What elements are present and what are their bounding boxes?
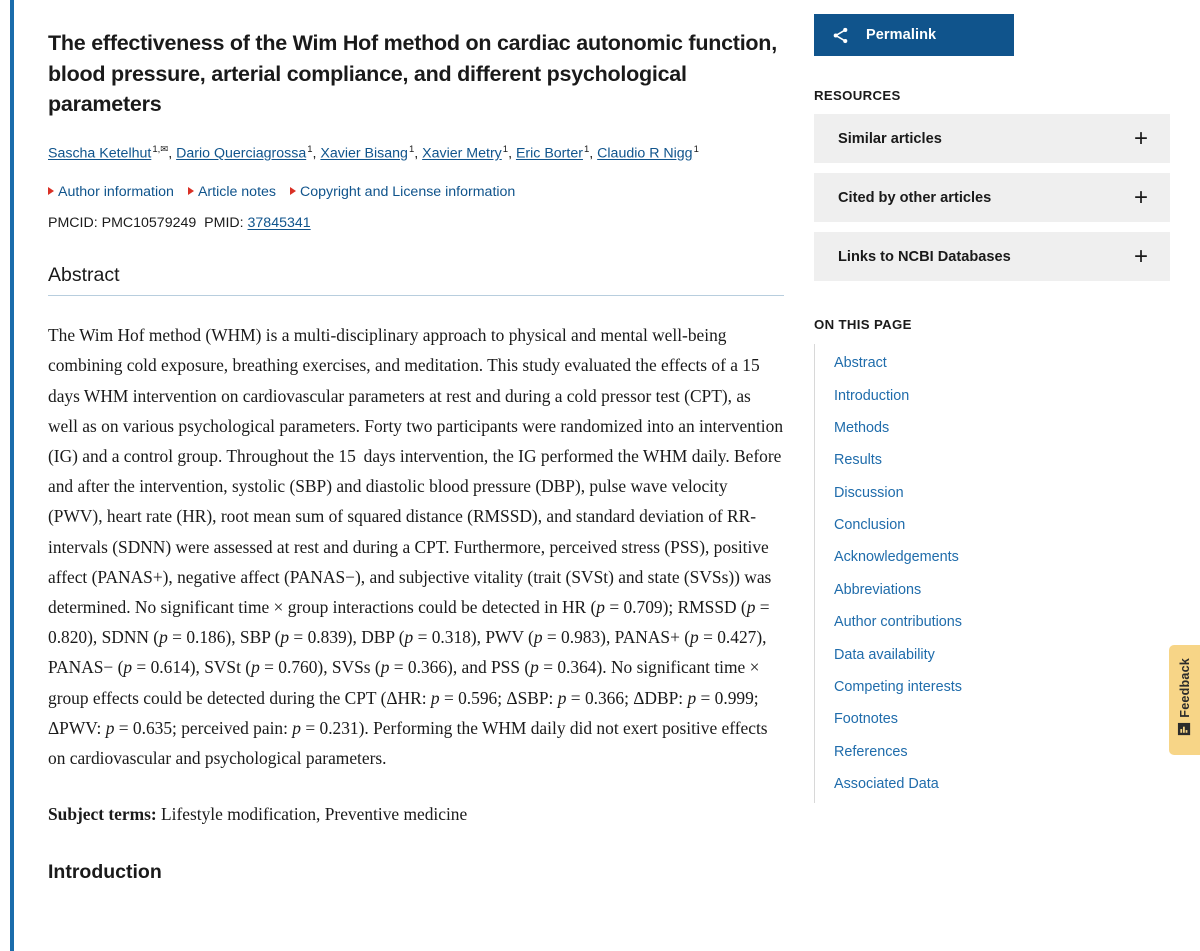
plus-icon[interactable]: +	[1133, 242, 1148, 270]
resource-label: Similar articles	[838, 130, 942, 147]
abstract-heading: Abstract	[48, 262, 784, 296]
author-affiliation-5: 1	[693, 143, 699, 155]
abstract-part-9: = 0.614), SVSt (	[132, 657, 252, 678]
nav-item-methods[interactable]: Methods	[834, 419, 890, 436]
author-link-5[interactable]: Claudio R Nigg	[597, 145, 693, 162]
nav-item-abstract[interactable]: Abstract	[834, 355, 887, 372]
nav-item-competing-interests[interactable]: Competing interests	[834, 678, 962, 695]
abstract-part-12: = 0.364). No significant time × group effects could be detected during the CPT (ΔHR:	[48, 657, 760, 708]
p-symbol-panas-pos: p	[690, 627, 699, 648]
author-sep-3: ,	[508, 145, 516, 162]
p-symbol-svss: p	[380, 657, 390, 678]
resource-row-links-to-ncbi-databases[interactable]	[814, 232, 1170, 281]
triangle-bullet-icon	[290, 187, 296, 195]
left-accent-rail	[10, 0, 14, 951]
author-affiliation-2: 1	[408, 143, 415, 155]
p-symbol-pss: p	[530, 657, 539, 678]
sidebar	[814, 0, 1170, 803]
plus-icon[interactable]: +	[1133, 124, 1148, 152]
article-notes-link[interactable]: Article notes	[197, 184, 277, 201]
abstract-part-16: = 0.635; perceived pain:	[114, 717, 293, 738]
abstract-part-17: = 0.231). Performing the WHM daily did not exert positive effects on cardiovascular and psychological parameters.	[48, 717, 768, 769]
p-symbol-svst: p	[251, 657, 260, 678]
on-this-page-heading: ON THIS PAGE	[814, 317, 912, 332]
resource-row-similar-articles[interactable]	[814, 114, 1170, 163]
subject-terms-label: Subject terms:	[48, 804, 157, 825]
resources-heading: RESOURCES	[814, 88, 901, 103]
author-sep-2: ,	[414, 145, 423, 162]
abstract-part-7: = 0.983), PANAS+ (	[542, 627, 691, 648]
pmid-value-link[interactable]: 37845341	[247, 215, 311, 232]
nav-item-associated-data[interactable]: Associated Data	[834, 776, 939, 793]
abstract-part-15: = 0.999; ΔPWV:	[48, 687, 759, 738]
abstract-part-10: = 0.760), SVSs (	[259, 657, 381, 678]
abstract-part-1: The Wim Hof method (WHM) is a multi-disciplinary approach to physical and mental well-being combining cold exposure, breathing exercises, and meditation. This study evaluated the effects of a 15 days WHM intervention on cardiovascular parameters at rest and during a cold pressor test (CPT), as well as on various psychological parameters. Forty two participants were randomized into an intervention (IG) and a control group. Throughout the 15 days intervention, the IG performed the WHM daily. Before and after the intervention, systolic (SBP) and diastolic blood pressure (DBP), pulse wave velocity (PWV), heart rate (HR), root mean sum of squared distance (RMSSD), and standard deviation of RR-intervals (SDNN) were assessed at rest and during a CPT. Furthermore, perceived stress (PSS), positive affect (PANAS+), negative affect (PANAS−), and subjective vitality (trait (SVSt) and state (SVSs)) was determined. No significant time × group interactions could be detected in HR (	[48, 325, 784, 618]
nav-item-references[interactable]: References	[834, 743, 908, 760]
feedback-tab[interactable]	[1169, 645, 1200, 755]
nav-item-discussion[interactable]: Discussion	[834, 484, 904, 501]
nav-item-conclusion[interactable]: Conclusion	[834, 517, 906, 534]
subject-terms-value: Lifestyle modification, Preventive medicine	[161, 804, 468, 825]
pmid-label: PMID:	[204, 215, 244, 232]
p-symbol-pwv: p	[533, 627, 543, 648]
abstract-part-5: = 0.839), DBP (	[289, 627, 405, 648]
article-identifiers	[48, 214, 784, 232]
p-symbol-dbp: p	[404, 627, 414, 648]
abstract-part-2: = 0.709); RMSSD (	[604, 597, 747, 618]
author-information-link[interactable]: Author information	[58, 184, 174, 201]
author-link-0[interactable]: Sascha Ketelhut	[48, 145, 152, 162]
author-link-1[interactable]: Dario Querciagrossa	[176, 145, 307, 162]
feedback-label: Feedback	[1177, 657, 1192, 718]
abstract-part-6: = 0.318), PWV (	[413, 627, 534, 648]
nav-item-data-availability[interactable]: Data availability	[834, 646, 935, 663]
p-symbol-delta-pwv: p	[105, 717, 115, 738]
page-title: The effectiveness of the Wim Hof method on cardiac autonomic function, blood pressure, arterial compliance, and different psychological parameters	[48, 31, 777, 116]
resource-label: Cited by other articles	[838, 189, 992, 206]
p-symbol-pain: p	[292, 717, 301, 738]
article-column	[48, 0, 784, 901]
nav-item-author-contributions[interactable]: Author contributions	[834, 614, 962, 631]
p-symbol-panas-neg: p	[123, 657, 133, 678]
permalink-label: Permalink	[866, 27, 937, 43]
abstract-part-14: = 0.366; ΔDBP:	[566, 687, 688, 708]
triangle-bullet-icon	[188, 187, 194, 195]
p-symbol-delta-hr: p	[430, 687, 440, 708]
p-symbol-rmssd: p	[746, 597, 756, 618]
abstract-part-4: = 0.186), SBP (	[167, 627, 281, 648]
p-symbol-delta-dbp: p	[687, 687, 697, 708]
resources-accordion	[814, 114, 1170, 281]
triangle-bullet-icon	[48, 187, 54, 195]
pmcid-value: PMC10579249	[101, 215, 197, 232]
abstract-part-8: = 0.427), PANAS− (	[48, 627, 767, 678]
p-symbol-sdnn: p	[159, 627, 168, 648]
article-meta-links	[48, 183, 784, 201]
p-symbol-delta-sbp: p	[557, 687, 567, 708]
author-sep-4: ,	[589, 145, 598, 162]
plus-icon[interactable]: +	[1133, 183, 1148, 211]
author-affiliation-1: 1	[307, 143, 313, 155]
p-symbol-sbp: p	[280, 627, 290, 648]
author-link-2[interactable]: Xavier Bisang	[320, 145, 408, 162]
nav-item-abbreviations[interactable]: Abbreviations	[834, 581, 922, 598]
subject-terms	[48, 801, 784, 827]
abstract-part-3: = 0.820), SDNN (	[48, 597, 770, 648]
abstract-part-13: = 0.596; ΔSBP:	[439, 687, 558, 708]
abstract-part-11: = 0.366), and PSS (	[389, 657, 531, 678]
copyright-license-link[interactable]: Copyright and License information	[300, 184, 516, 201]
nav-item-footnotes[interactable]: Footnotes	[834, 711, 898, 728]
resource-row-cited-by-other-articles[interactable]	[814, 173, 1170, 222]
nav-item-acknowledgements[interactable]: Acknowledgements	[834, 549, 959, 566]
p-symbol-hr: p	[596, 597, 605, 618]
permalink-button[interactable]	[814, 14, 1014, 56]
nav-item-results[interactable]: Results	[834, 452, 882, 469]
author-list	[48, 140, 784, 164]
author-affiliation-3: 1	[502, 143, 509, 155]
author-affiliation-4: 1	[583, 143, 590, 155]
abstract-text	[48, 320, 784, 773]
author-affiliation-0: 1,✉	[152, 143, 169, 155]
author-link-4[interactable]: Eric Borter	[515, 145, 583, 162]
pmcid-label: PMCID:	[48, 215, 98, 232]
resource-label: Links to NCBI Databases	[838, 248, 1011, 265]
chart-survey-icon	[1177, 722, 1192, 742]
author-sep-0: ,	[168, 145, 177, 162]
on-this-page-nav	[814, 344, 1170, 803]
author-sep-1: ,	[312, 145, 321, 162]
introduction-heading: Introduction	[48, 861, 162, 884]
author-link-3[interactable]: Xavier Metry	[422, 145, 502, 162]
share-icon	[814, 26, 866, 45]
nav-item-introduction[interactable]: Introduction	[834, 387, 910, 404]
